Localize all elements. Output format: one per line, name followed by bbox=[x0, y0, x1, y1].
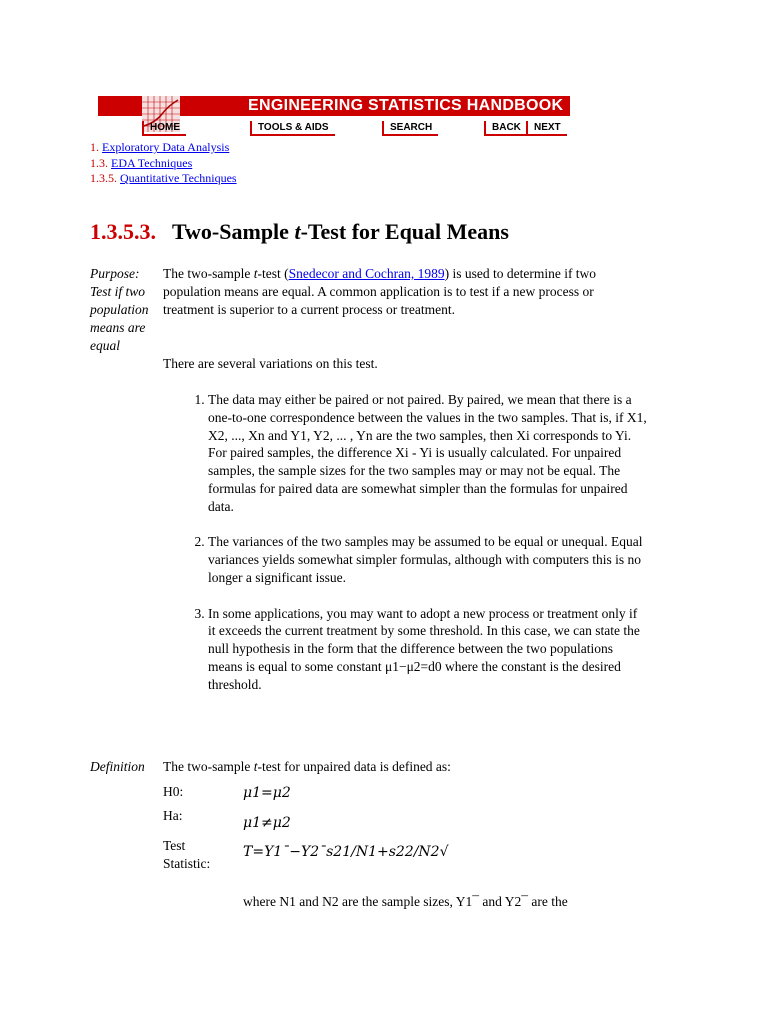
definition-text: The two-sample bbox=[163, 759, 254, 774]
statistic-label: Statistic: bbox=[163, 855, 211, 871]
back-button[interactable]: BACK bbox=[484, 121, 527, 136]
handbook-banner bbox=[98, 96, 570, 136]
title-part-b: -Test for Equal Means bbox=[300, 219, 509, 244]
title-part-a: Two-Sample bbox=[172, 219, 295, 244]
ha-expression: μ1≠μ2 bbox=[243, 815, 291, 831]
banner-title: ENGINEERING STATISTICS HANDBOOK bbox=[248, 97, 564, 114]
purpose-label: Purpose: bbox=[90, 266, 140, 281]
breadcrumb bbox=[90, 140, 237, 187]
title-t: t bbox=[294, 219, 301, 244]
test-statistic-label bbox=[163, 837, 210, 873]
search-button[interactable]: SEARCH bbox=[382, 121, 438, 136]
breadcrumb-link-eda[interactable]: Exploratory Data Analysis bbox=[102, 140, 230, 154]
statistic-expression: T=Y1¯−Y2¯s21/N1+s22/N2√ bbox=[243, 844, 449, 860]
variations-text: There are several variations on this test. bbox=[163, 356, 378, 371]
definition-side-label: Definition bbox=[90, 759, 145, 774]
citation-link[interactable]: Snedecor and Cochran, 1989 bbox=[288, 266, 445, 281]
h0-label: H0: bbox=[163, 784, 184, 799]
definition-intro bbox=[163, 758, 603, 776]
page-title bbox=[90, 219, 509, 245]
intro-text: -test ( bbox=[257, 266, 289, 281]
breadcrumb-link-techniques[interactable]: EDA Techniques bbox=[111, 155, 193, 170]
breadcrumb-number: 1.3. bbox=[90, 155, 108, 170]
purpose-side-label bbox=[90, 265, 158, 355]
definition-text: -test for unpaired data is defined as: bbox=[257, 759, 451, 774]
next-button[interactable]: NEXT bbox=[526, 121, 567, 136]
breadcrumb-number: 1.3.5. bbox=[90, 171, 117, 185]
list-item: 3. In some applications, you may want to adopt a new process or treatment only if it exceeds the current treatment by some threshold. In this case, we can state the null hypothesis in the form that the difference between the two populations means is equal to some constant μ1−μ2=d0 where the constant is the desired threshold. bbox=[208, 605, 648, 694]
breadcrumb-number: 1. bbox=[90, 140, 99, 154]
breadcrumb-item bbox=[90, 171, 237, 187]
list-item: 2. The variances of the two samples may be assumed to be equal or unequal. Equal variances yields somewhat simpler formulas, although with computers this is no longer a significant issue. bbox=[208, 533, 648, 586]
definition-t: t bbox=[253, 759, 258, 774]
ha-label: Ha: bbox=[163, 808, 183, 823]
breadcrumb-link-quantitative[interactable]: Quantitative Techniques bbox=[120, 171, 237, 185]
h0-expression: μ1=μ2 bbox=[243, 785, 291, 801]
list-item: 1. The data may either be paired or not paired. By paired, we mean that there is a one-to-one correspondence between the values in the two samples. That is, if X1, X2, ..., Xn and Y1, Y2, ... , Yn are the two samples, then Xi corresponds to Yi. For paired samples, the difference Xi - Yi is usually calculated. For unpaired samples, the sample sizes for the two samples may or may not be equal. The formulas for paired data are somewhat simpler than the formulas for unpaired data. bbox=[208, 391, 648, 516]
breadcrumb-item bbox=[90, 156, 237, 172]
variations-list bbox=[163, 391, 648, 711]
intro-text: ) is used to determine if two population means are equal. A common application is to test if a new process or treatment is superior to a current process or treatment. bbox=[163, 266, 597, 317]
test-label: Test bbox=[163, 838, 186, 853]
purpose-description: Test if two population means are equal bbox=[90, 284, 149, 353]
breadcrumb-item bbox=[90, 140, 237, 156]
tools-aids-button[interactable]: TOOLS & AIDS bbox=[250, 121, 335, 136]
section-number: 1.3.5.3. bbox=[90, 219, 156, 244]
home-button[interactable]: HOME bbox=[142, 121, 186, 136]
intro-t: t bbox=[253, 266, 258, 281]
purpose-intro bbox=[163, 265, 603, 318]
where-text: where N1 and N2 are the sample sizes, Y1¯ and Y2¯ are the bbox=[243, 894, 568, 909]
intro-text: The two-sample bbox=[163, 266, 254, 281]
